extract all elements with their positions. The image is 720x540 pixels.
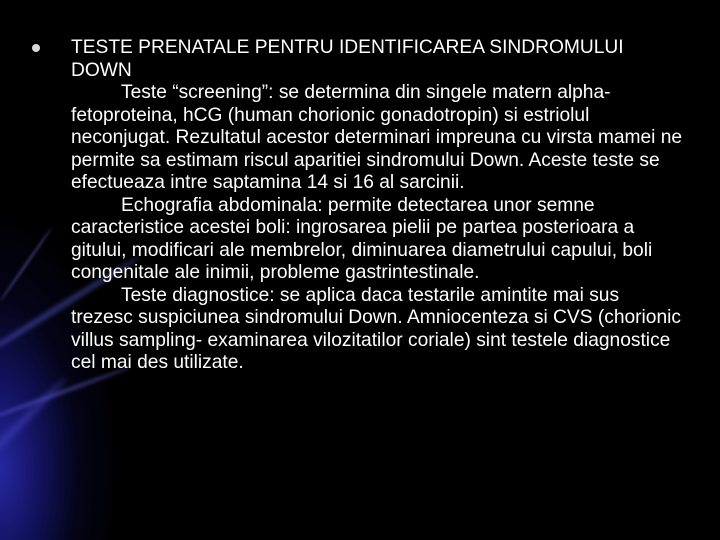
paragraph-diagnostice: Teste diagnostice: se aplica daca testarile amintite mai sus trezesc suspiciunea sindromului Down. Amniocenteza si CVS (chorionic villus sampling- examinarea vilozitatilor coriale) sint testele diagnostice cel mai des utilizate. xyxy=(71,284,682,373)
paragraph-screening: Teste “screening”: se determina din singele matern alpha-fetoproteina, hCG (human chorionic gonadotropin) si estriolul neconjugat. Rezultatul acestor determinari impreuna cu virsta mamei ne permite sa estimam riscul aparitiei sindromului Down. Aceste teste se efectueaza intre saptamina 14 si 16 al sarcinii. xyxy=(71,82,683,193)
paragraph-echografia: Echografia abdominala: permite detectarea unor semne caracteristice acestei boli: ingrosarea pielii pe partea posterioara a gitului, modificari ale membrelor, diminuarea diametrului capului, boli congenitale ale inimii, probleme gastrintestinale. xyxy=(71,194,653,283)
decorative-glow-streak xyxy=(0,227,53,302)
bullet-dot-icon xyxy=(32,44,40,52)
slide-body xyxy=(46,37,686,375)
slide-heading: TESTE PRENATALE PENTRU IDENTIFICAREA SINDROMULUI DOWN xyxy=(71,37,624,81)
